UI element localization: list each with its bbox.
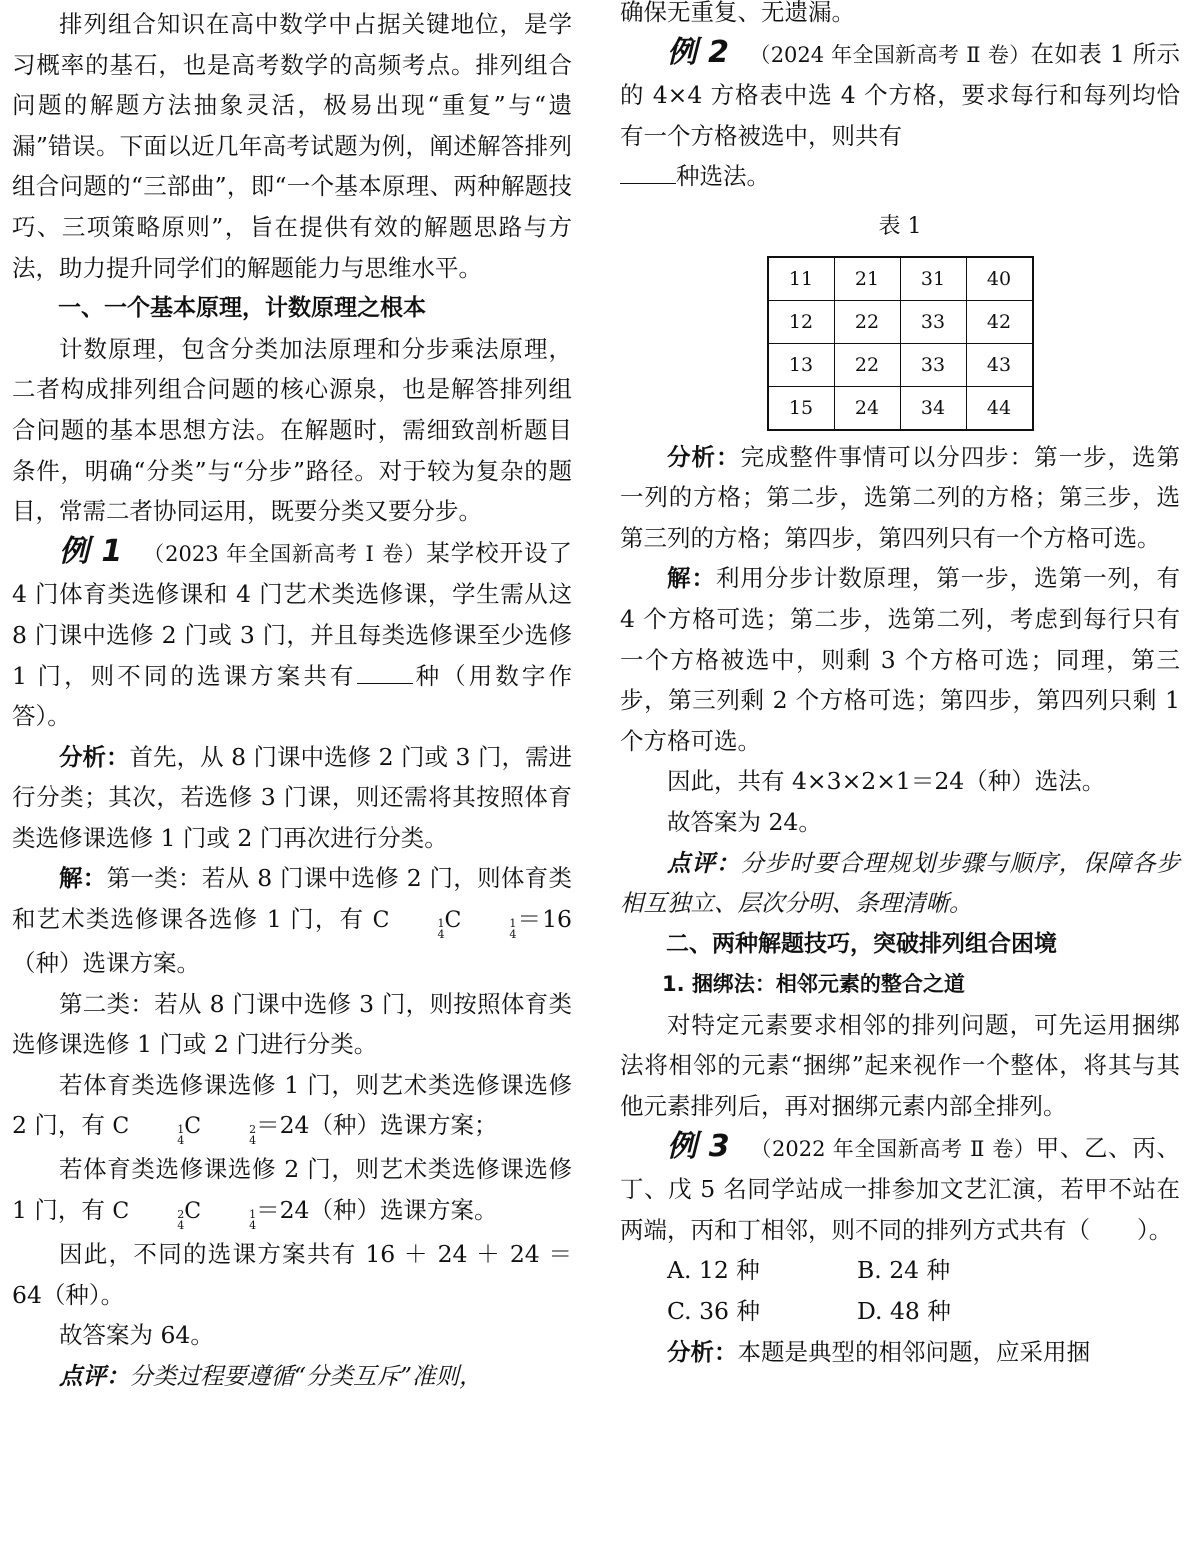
options-row-1 [620, 1250, 1180, 1291]
table-cell: 33 [900, 300, 966, 343]
solution-text: 第一类：若从 8 门课中选修 2 门，则体育类和艺术类选修课各选修 1 门，有 [12, 864, 572, 934]
example2-statement [620, 33, 1180, 197]
right-column [620, 0, 1180, 1372]
example2-comment [620, 843, 1180, 924]
table-cell: 15 [768, 386, 835, 430]
table-cell: 40 [966, 257, 1033, 301]
example2-text-end: 种选法。 [676, 162, 770, 191]
example2-solution [620, 558, 1180, 761]
table-cell: 31 [900, 257, 966, 301]
example2-text: 在如表 1 所示的 4×4 方格表中选 4 个方格，要求每行和每列均恰有一个方格被选中，则共有 [620, 39, 1180, 150]
analysis-text: 本题是典型的相邻问题，应采用捆 [737, 1337, 1090, 1366]
example1-analysis [12, 737, 572, 859]
example2-total: 因此，共有 4×3×2×1＝24（种）选法。 [667, 767, 1106, 796]
solution-text: 利用分步计数原理，第一步，选第一列，有 4 个方格可选；第二步，选第二列，考虑到每行只有一个方格被选中，则剩 3 个方格可选；同理，第三步，第三列剩 2 个方格可选；第四步，第四列只剩 1 个方格可选。 [620, 564, 1181, 755]
subsection1-heading: 1. 捆绑法：相邻元素的整合之道 [662, 972, 965, 997]
example1-statement [12, 532, 572, 737]
section1-body: 计数原理，包含分类加法原理和分步乘法原理，二者构成排列组合问题的核心源泉，也是解答排列组合问题的基本思想方法。在解题时，需细致剖析题目条件，明确“分类”与“分步”路径。对于较为复杂的题目，常需二者协同运用，既要分类又要分步。 [12, 334, 572, 526]
example1-solution-4 [12, 1149, 572, 1234]
section2-heading: 二、两种解题技巧，突破排列组合困境 [666, 930, 1057, 957]
example3-label: 例 3 [667, 1128, 730, 1164]
comment-label: 点评： [667, 848, 741, 877]
table-row [768, 343, 1033, 386]
option-d: D. 48 种 [857, 1297, 951, 1326]
continued-text: 确保无重复、无遗漏。 [620, 0, 855, 26]
solution-label: 解： [667, 564, 716, 593]
analysis-label: 分析： [667, 1337, 738, 1366]
example2-label: 例 2 [667, 34, 730, 70]
table-cell: 22 [834, 300, 900, 343]
example1-text-end: 种（用数字作答）。 [12, 661, 573, 731]
combination-formula: C 1 4 C 2 4 [112, 1114, 257, 1148]
example1-text: 某学校开设了 4 门体育类选修课和 4 门艺术类选修课，学生需从这 8 门课中选修 2 门或 3 门，并且每类选修课至少选修 1 门，则不同的选课方案共有 [12, 538, 573, 690]
table-cell: 21 [834, 257, 900, 301]
table-cell: 11 [768, 257, 835, 301]
table-cell: 24 [834, 386, 900, 430]
example3-analysis [620, 1332, 1180, 1373]
comment-label: 点评： [59, 1361, 130, 1390]
intro-paragraph: 排列组合知识在高中数学中占据关键地位，是学习概率的基石，也是高考数学的高频考点。排列组合问题的解题方法抽象灵活，极易出现“重复”与“遗漏”错误。下面以近几年高考试题为例，阐述解答排列组合问题的“三部曲”，即“一个基本原理、两种解题技巧、三项策略原则”，旨在提供有效的解题思路与方法，助力提升同学们的解题能力与思维水平。 [12, 10, 572, 282]
table-row [768, 300, 1033, 343]
example3-text: 甲、乙、丙、丁、戊 5 名同学站成一排参加文艺汇演，若甲不站在两端，丙和丁相邻，则不同的排列方式共有（ ）。 [620, 1133, 1181, 1244]
option-a: A. 12 种 [667, 1256, 760, 1285]
example1-solution-2: 第二类：若从 8 门课中选修 3 门，则按照体育类选修课选修 1 门或 2 门进行分类。 [12, 989, 572, 1059]
analysis-label: 分析： [59, 742, 130, 771]
example1-answer: 故答案为 64。 [59, 1321, 214, 1350]
table-cell: 43 [966, 343, 1033, 386]
table-cell: 42 [966, 300, 1033, 343]
table-cell: 34 [900, 386, 966, 430]
section1-heading: 一、一个基本原理，计数原理之根本 [58, 295, 426, 322]
grid-table [767, 256, 1034, 431]
example1-total: 因此，不同的选课方案共有 16 ＋ 24 ＋ 24 ＝64（种）。 [12, 1240, 572, 1309]
analysis-label: 分析： [667, 442, 741, 471]
combination-formula: C 2 4 C 1 4 [112, 1199, 257, 1233]
analysis-text: 完成整件事情可以分四步：第一步，选第一列的方格；第二步，选第二列的方格；第三步，选第三列的方格；第四步，第四列只有一个方格可选。 [620, 442, 1181, 552]
answer-blank [357, 657, 413, 684]
left-column [12, 0, 572, 1396]
table-cell: 22 [834, 343, 900, 386]
example2-source: （2024 年全国新高考 Ⅱ 卷） [749, 42, 1031, 67]
example3-statement [620, 1127, 1180, 1251]
comment-text: 分步时要合理规划步骤与顺序，保障各步相互独立、层次分明、条理清晰。 [620, 848, 1181, 918]
solution-text: 若体育类选修课选修 2 门，则艺术类选修课选修 1 门，有 [12, 1155, 572, 1225]
table-cell: 44 [966, 386, 1033, 430]
table-cell: 13 [768, 343, 835, 386]
subsection1-body: 对特定元素要求相邻的排列问题，可先运用捆绑法将相邻的元素“捆绑”起来视作一个整体，将其与其他元素排列后，再对捆绑元素内部全排列。 [620, 1010, 1180, 1121]
solution-text-end: ＝16（种）选课方案。 [12, 905, 572, 978]
table-cell: 33 [900, 343, 966, 386]
table-cell: 12 [768, 300, 835, 343]
table-row [768, 257, 1033, 301]
answer-blank [620, 157, 676, 184]
comment-text: 分类过程要遵循“分类互斥”准则， [129, 1361, 483, 1390]
example1-label: 例 1 [59, 533, 123, 569]
example1-comment [12, 1356, 572, 1397]
example2-analysis [620, 437, 1180, 559]
option-c: C. 36 种 [667, 1297, 760, 1326]
example1-source: （2023 年全国新高考 Ⅰ 卷） [142, 541, 427, 566]
solution-label: 解： [59, 864, 107, 893]
analysis-text: 首先，从 8 门课中选修 2 门或 3 门，需进行分类；其次，若选修 3 门课，则还需将其按照体育类选修课选修 1 门或 2 门再次进行分类。 [12, 742, 572, 852]
combination-formula: C 1 4 C 1 4 [372, 908, 517, 942]
solution-text: 若体育类选修课选修 1 门，则艺术类选修课选修 2 门，有 [12, 1070, 572, 1140]
example2-answer: 故答案为 24。 [667, 807, 822, 836]
example1-solution-3 [12, 1065, 572, 1150]
option-b: B. 24 种 [857, 1256, 951, 1285]
options-row-2 [620, 1291, 1180, 1332]
table-title: 表 1 [878, 213, 922, 239]
solution-text-end: ＝24（种）选课方案。 [256, 1196, 498, 1225]
example3-source: （2022 年全国新高考 Ⅱ 卷） [749, 1136, 1036, 1161]
example1-solution-1 [12, 858, 572, 983]
solution-text-end: ＝24（种）选课方案； [256, 1111, 498, 1140]
table-row [768, 386, 1033, 430]
